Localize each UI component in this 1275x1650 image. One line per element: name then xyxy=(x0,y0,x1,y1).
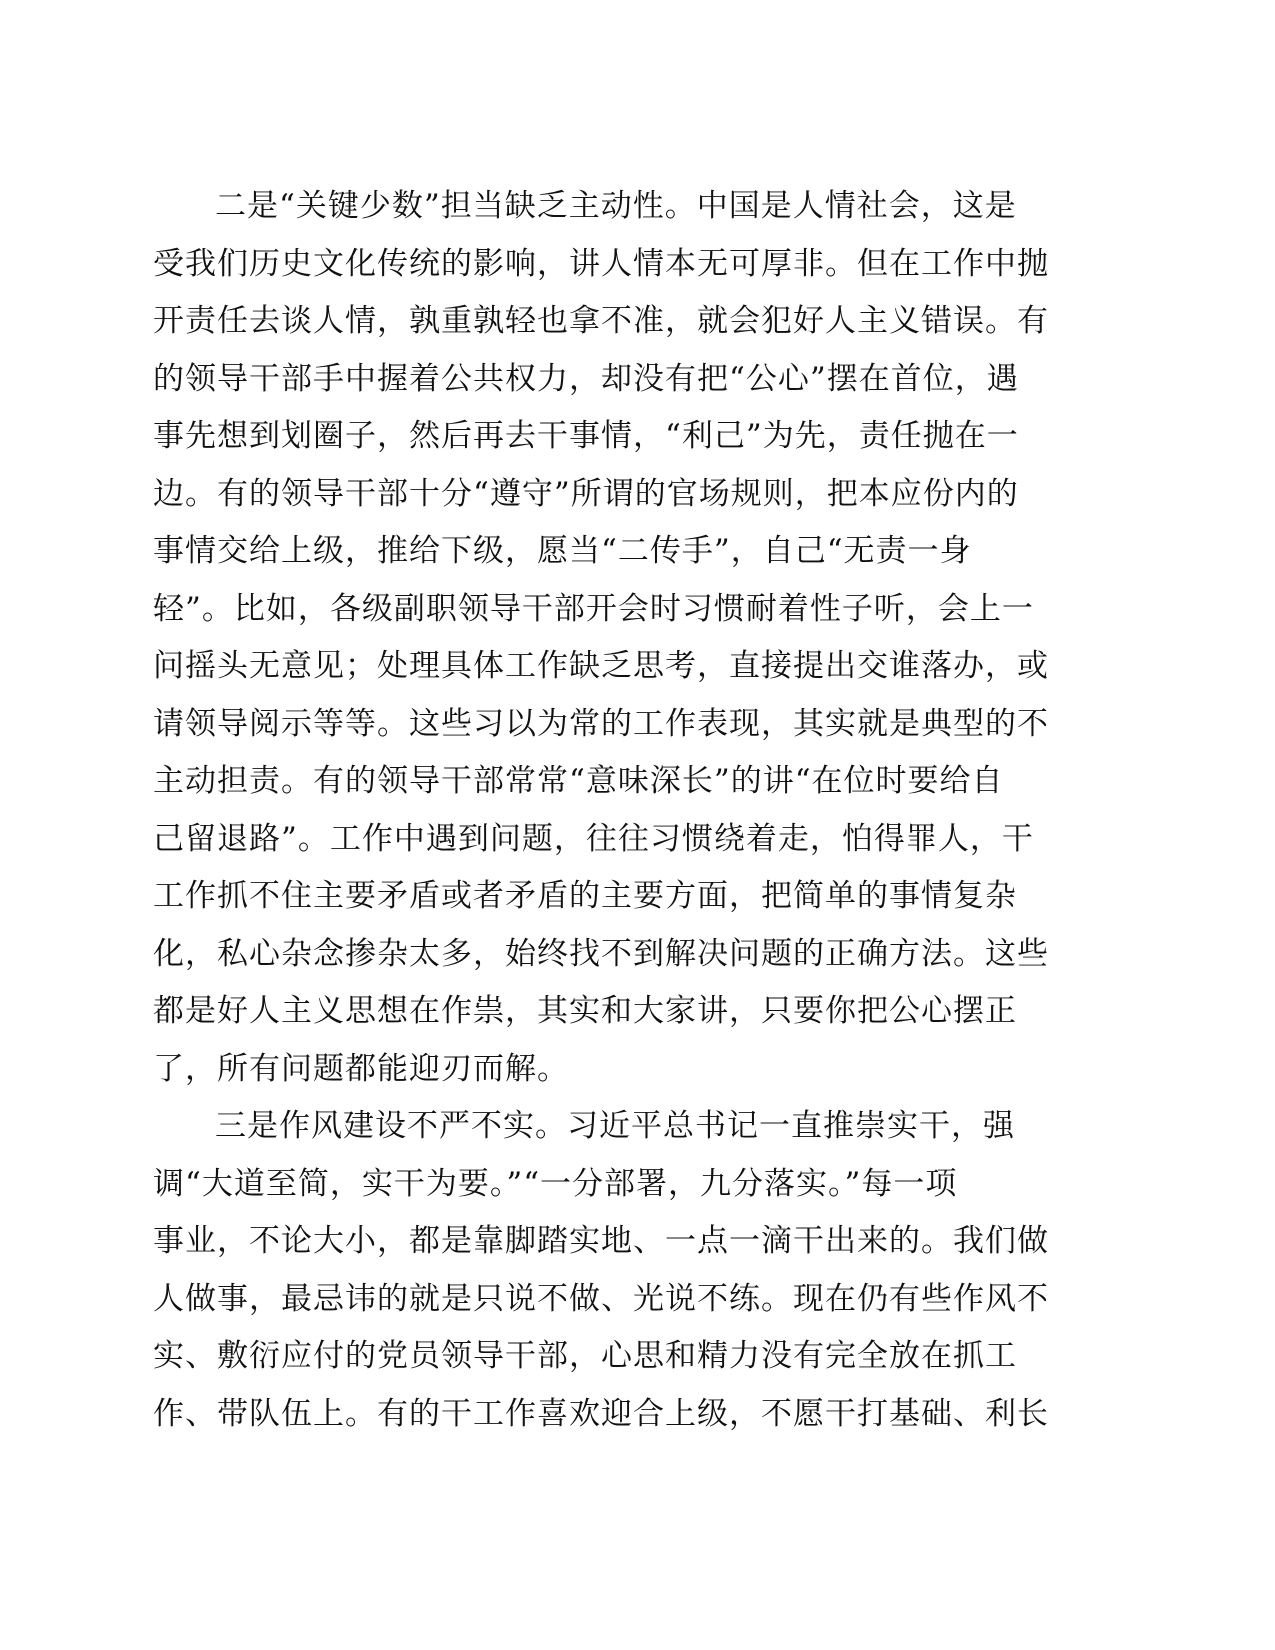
paragraph-2-line-6: 作、带队伍上。有的干工作喜欢迎合上级，不愿干打基础、利长 xyxy=(153,1395,1049,1432)
paragraph-2-line-1: 三是作风建设不严不实。习近平总书记一直推崇实干，强 xyxy=(215,1108,1015,1144)
paragraph-1-line-7: 事情交给上级，推给下级，愿当“二传手”，自己“无责一身 xyxy=(153,533,972,569)
paragraph-1-line-8: 轻”。比如，各级副职领导干部开会时习惯耐着性子听，会上一 xyxy=(153,590,1034,627)
paragraph-1-line-5: 事先想到划圈子，然后再去干事情，“利己”为先，责任抛在一 xyxy=(153,418,1019,454)
paragraph-1-line-2: 受我们历史文化传统的影响，讲人情本无可厚非。但在工作中抛 xyxy=(153,245,1049,282)
paragraph-1-line-1: 二是“关键少数”担当缺乏主动性。中国是人情社会，这是 xyxy=(215,188,1017,224)
paragraph-1-line-12: 己留退路”。工作中遇到问题，往往习惯绕着走，怕得罪人，干 xyxy=(153,820,1034,857)
paragraph-1-line-14: 化，私心杂念掺杂太多，始终找不到解决问题的正确方法。这些 xyxy=(153,935,1049,972)
paragraph-1-line-6: 边。有的领导干部十分“遵守”所谓的官场规则，把本应份内的 xyxy=(153,475,1019,512)
paragraph-2-line-2: 调“大道至简，实干为要。”“一分部署，九分落实。”每一项 xyxy=(153,1165,958,1202)
paragraph-1-line-4: 的领导干部手中握着公共权力，却没有把“公心”摆在首位，遇 xyxy=(153,360,1019,397)
paragraph-1-line-15: 都是好人主义思想在作祟，其实和大家讲，只要你把公心摆正 xyxy=(153,993,1017,1029)
paragraph-1-line-11: 主动担责。有的领导干部常常“意味深长”的讲“在位时要给自 xyxy=(153,763,1004,799)
paragraph-1-line-10: 请领导阅示等等。这些习以为常的工作表现，其实就是典型的不 xyxy=(153,705,1049,742)
paragraph-1-line-9: 问摇头无意见；处理具体工作缺乏思考，直接提出交谁落办，或 xyxy=(153,648,1049,684)
paragraph-1-line-16: 了，所有问题都能迎刃而解。 xyxy=(153,1050,569,1087)
paragraph-2-line-3: 事业，不论大小，都是靠脚踏实地、一点一滴干出来的。我们做 xyxy=(153,1223,1049,1259)
paragraph-1-line-3: 开责任去谈人情，孰重孰轻也拿不准，就会犯好人主义错误。有 xyxy=(153,303,1049,339)
paragraph-2-line-5: 实、敷衍应付的党员领导干部，心思和精力没有完全放在抓工 xyxy=(153,1338,1017,1374)
paragraph-2-line-4: 人做事，最忌讳的就是只说不做、光说不练。现在仍有些作风不 xyxy=(153,1280,1049,1317)
body-text xyxy=(153,178,1088,1443)
paragraph-1-line-13: 工作抓不住主要矛盾或者矛盾的主要方面，把简单的事情复杂 xyxy=(153,878,1017,914)
